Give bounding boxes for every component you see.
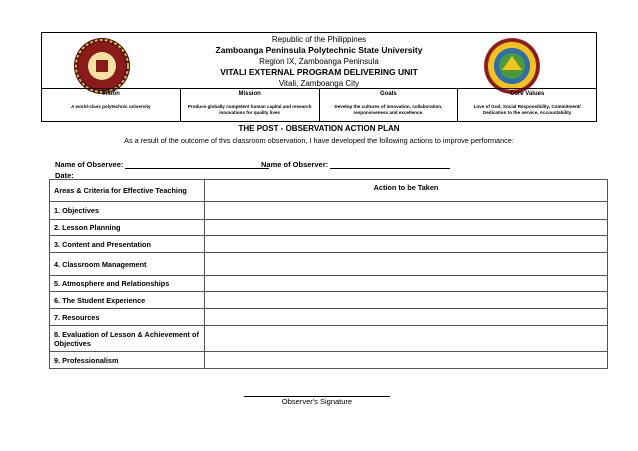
table-row <box>50 276 608 292</box>
action-cell[interactable] <box>205 276 608 292</box>
mission-text: Produce globally competent human capital and research innovations for quality lives <box>187 104 312 115</box>
observee-label: Name of Observee: <box>55 160 124 169</box>
table-row <box>50 236 608 253</box>
criteria-cell: 3. Content and Presentation <box>50 236 205 253</box>
table-header-row <box>50 180 608 202</box>
goals-heading: Goals <box>380 91 397 97</box>
program-name: VITALI EXTERNAL PROGRAM DELIVERING UNIT <box>220 67 418 77</box>
criteria-cell: 6. The Student Experience <box>50 292 205 309</box>
table-row <box>50 220 608 236</box>
place-line: Vitali, Zamboanga City <box>278 79 360 88</box>
action-cell[interactable] <box>205 326 608 352</box>
core-values-cell <box>458 89 596 121</box>
vision-cell <box>42 89 181 121</box>
action-cell[interactable] <box>205 352 608 369</box>
letterhead <box>41 32 597 122</box>
criteria-cell: 5. Atmosphere and Relationships <box>50 276 205 292</box>
action-cell[interactable] <box>205 309 608 326</box>
intro-text: As a result of the outcome of this classroom observation, I have developed the following actions to improve performance: <box>124 136 514 145</box>
republic-line: Republic of the Philippines <box>271 35 367 44</box>
action-cell[interactable] <box>205 202 608 220</box>
table-row <box>50 309 608 326</box>
action-cell[interactable] <box>205 253 608 276</box>
criteria-cell: 4. Classroom Management <box>50 253 205 276</box>
vision-heading: Vision <box>101 91 120 97</box>
letterhead-text <box>42 34 596 89</box>
university-name: Zamboanga Peninsula Polytechnic State University <box>215 45 423 55</box>
observer-field[interactable] <box>261 160 450 169</box>
signature-label: Observer's Signature <box>281 397 353 406</box>
core-values-text: Love of God, Social Responsibility, Commitment/ Dedication to the service, Accountability <box>473 104 581 115</box>
action-header: Action to be Taken <box>205 180 608 202</box>
criteria-cell: 9. Professionalism <box>50 352 205 369</box>
action-plan-table <box>49 179 608 369</box>
mission-heading: Mission <box>238 91 261 97</box>
goals-cell <box>320 89 459 121</box>
criteria-cell: 7. Resources <box>50 309 205 326</box>
table-row <box>50 326 608 352</box>
date-label: Date: <box>55 171 74 180</box>
observer-label: Name of Observer: <box>261 160 329 169</box>
action-cell[interactable] <box>205 236 608 253</box>
mission-cell <box>181 89 320 121</box>
goals-text: Develop the cultures of innovation, collaboration, responsiveness and excellence. <box>334 104 443 115</box>
core-values-heading: Core Values <box>509 91 545 97</box>
criteria-cell: 2. Lesson Planning <box>50 220 205 236</box>
criteria-cell: 1. Objectives <box>50 202 205 220</box>
table-row <box>50 253 608 276</box>
region-line: Region IX, Zamboanga Peninsula <box>259 57 379 66</box>
observee-blank[interactable] <box>125 161 269 169</box>
criteria-cell: 8. Evaluation of Lesson & Achievement of Objectives <box>50 326 205 352</box>
table-row <box>50 202 608 220</box>
observee-field[interactable] <box>55 160 269 169</box>
table-row <box>50 292 608 309</box>
vision-mission-goals-table <box>42 88 596 121</box>
observer-blank[interactable] <box>330 161 450 169</box>
action-cell[interactable] <box>205 220 608 236</box>
table-row <box>50 352 608 369</box>
criteria-header: Areas & Criteria for Effective Teaching <box>50 180 205 202</box>
vision-text: A world-class polytechnic university <box>71 104 151 109</box>
page-title: THE POST - OBSERVATION ACTION PLAN <box>238 124 400 133</box>
action-cell[interactable] <box>205 292 608 309</box>
